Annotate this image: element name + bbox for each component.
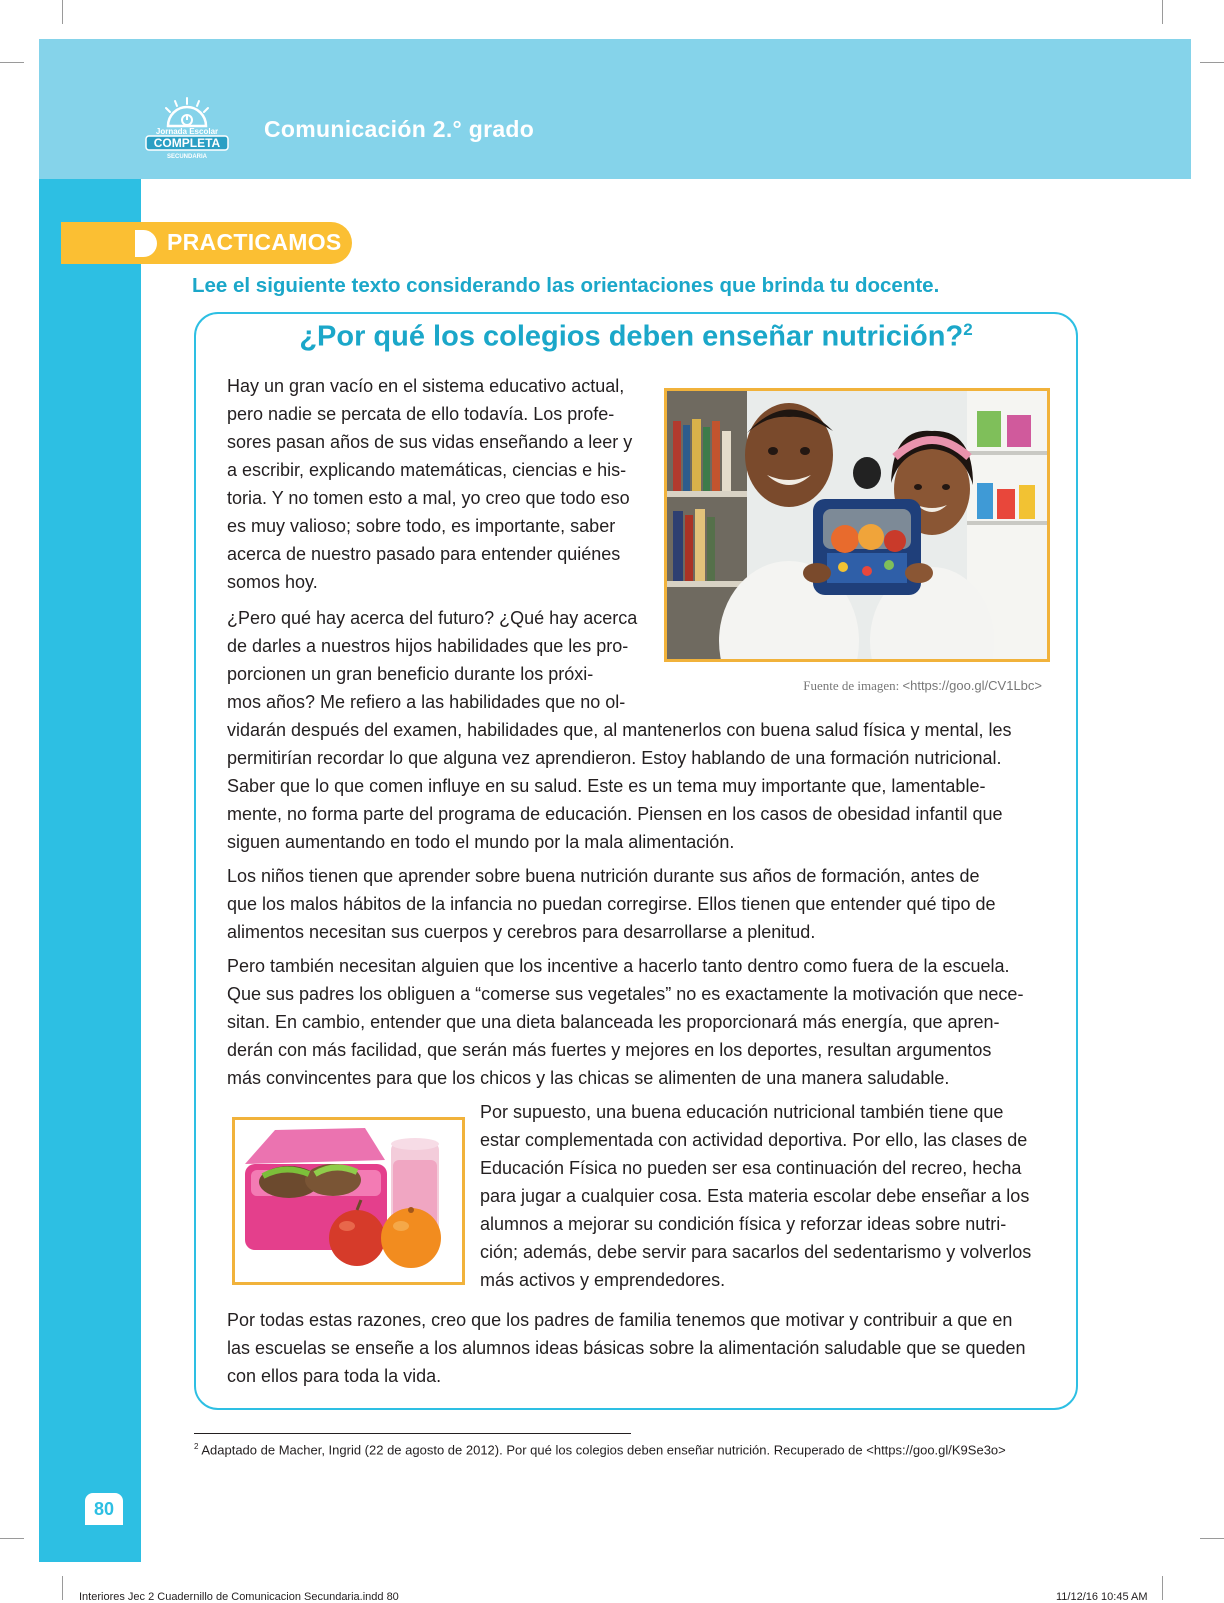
text-line: Educación Física no pueden ser esa continuación del recreo, hecha — [480, 1158, 1022, 1178]
text-line: para jugar a cualquier cosa. Esta materia escolar debe enseñar a los — [480, 1186, 1030, 1206]
text-line: sores pasan años de sus vidas enseñando a leer y — [227, 432, 633, 452]
logo-line-2: COMPLETA — [153, 136, 221, 150]
text-line: las escuelas se enseñe a los alumnos ideas básicas sobre la alimentación saludable que se queden — [227, 1338, 1026, 1358]
section-tag — [61, 222, 352, 264]
text-line: Saber que lo que comen influye en su salud. Este es un tema muy importante que, lamentable- — [227, 776, 986, 796]
section-label: PRACTICAMOS — [167, 229, 342, 255]
text-line: que los malos hábitos de la infancia no puedan corregirse. Ellos tienen que entender qué tipo de — [227, 894, 996, 914]
text-line: Pero también necesitan alguien que los incentive a hacerlo tanto dentro como fuera de la escuela. — [227, 956, 1010, 976]
crop-mark — [62, 0, 63, 24]
logo-line-3: SECUNDARIA — [166, 154, 208, 160]
lunchbox-illustration — [235, 1120, 462, 1282]
crop-mark — [1162, 0, 1163, 24]
tag-notch — [135, 230, 157, 257]
text-line: más activos y emprendedores. — [480, 1270, 726, 1290]
text-line: de darles a nuestros hijos habilidades que les pro- — [227, 636, 629, 656]
text-line: permitirían recordar lo que alguna vez aprendieron. Estoy hablando de una formación nutricional. — [227, 748, 1002, 768]
photo-caption — [664, 678, 1042, 694]
crop-mark — [62, 1576, 63, 1600]
paragraph-1 — [227, 372, 647, 596]
text-line: Que sus padres los obliguen a “comerse sus vegetales” no es exactamente la motivación que nece- — [227, 984, 1024, 1004]
text-line: siguen aumentando en todo el mundo por la mala alimentación. — [227, 832, 735, 852]
text-line: Por supuesto, una buena educación nutricional también tiene que — [480, 1102, 1004, 1122]
text-line: con ellos para toda la vida. — [227, 1366, 442, 1386]
logo-line-1: Jornada Escolar — [155, 127, 219, 136]
title-footnote-marker: 2 — [963, 320, 973, 339]
children-illustration — [667, 391, 1047, 659]
footnote-marker: 2 — [194, 1442, 199, 1451]
article-title — [194, 320, 1078, 354]
text-line: más convincentes para que los chicos y las chicas se alimenten de una manera saludable. — [227, 1068, 950, 1088]
text-line: toria. Y no tomen esto a mal, yo creo que todo eso — [227, 488, 630, 508]
text-line: alimentos necesitan sus cuerpos y cerebros para desarrollarse a plenitud. — [227, 922, 816, 942]
footnote-rule — [194, 1433, 631, 1434]
print-slug-file: Interiores Jec 2 Cuadernillo de Comunicacion Secundaria.indd 80 — [79, 1591, 399, 1603]
print-slug-date: 11/12/16 10:45 AM — [1056, 1591, 1148, 1603]
photo-caption-url: <https://goo.gl/CV1Lbc> — [902, 678, 1042, 693]
footnote — [194, 1442, 1006, 1457]
page-number: 80 — [93, 1499, 115, 1519]
paragraph-6 — [227, 1306, 1057, 1390]
paragraph-4 — [227, 952, 1057, 1092]
footnote-text: Adaptado de Macher, Ingrid (22 de agosto de 2012). Por qué los colegios deben enseñar nutrición. Recuperado de <https://goo.gl/K9Se3o> — [198, 1442, 1006, 1458]
paragraph-3 — [227, 862, 1057, 946]
text-line: somos hoy. — [227, 572, 318, 592]
text-line: acerca de nuestro pasado para entender quiénes — [227, 544, 621, 564]
text-line: Por todas estas razones, creo que los padres de familia tenemos que motivar y contribuir a que en — [227, 1310, 1013, 1330]
text-line: ¿Pero qué hay acerca del futuro? ¿Qué hay acerca — [227, 608, 638, 628]
text-line: ción; además, debe servir para sacarlos del sedentarismo y volverlos — [480, 1242, 1032, 1262]
text-line: pero nadie se percata de ello todavía. Los profe- — [227, 404, 615, 424]
text-line: Hay un gran vacío en el sistema educativo actual, — [227, 376, 625, 396]
jornada-escolar-logo — [142, 96, 232, 160]
crop-mark — [1200, 1538, 1224, 1539]
text-line: es muy valioso; sobre todo, es importante, saber — [227, 516, 616, 536]
paragraph-2-end — [227, 716, 1057, 856]
text-line: estar complementada con actividad deportiva. Por ello, las clases de — [480, 1130, 1028, 1150]
crop-mark — [1162, 1576, 1163, 1600]
text-line: a escribir, explicando matemáticas, ciencias e his- — [227, 460, 627, 480]
children-photo — [664, 388, 1050, 662]
crop-mark — [0, 1538, 24, 1539]
paragraph-5 — [480, 1098, 1058, 1294]
side-band — [39, 179, 141, 1562]
instruction-text: Lee el siguiente texto considerando las orientaciones que brinda tu docente. — [192, 274, 940, 297]
text-line: porcionen un gran beneficio durante los próxi- — [227, 664, 594, 684]
course-title: Comunicación 2.° grado — [264, 116, 535, 142]
text-line: derán con más facilidad, que serán más fuertes y mejores en los deportes, resultan argumentos — [227, 1040, 992, 1060]
crop-mark — [0, 62, 24, 63]
photo-caption-prefix: Fuente de imagen: — [803, 678, 903, 693]
text-line: mos años? Me refiero a las habilidades que no ol- — [227, 692, 626, 712]
text-line: alumnos a mejorar su condición física y reforzar ideas sobre nutri- — [480, 1214, 1007, 1234]
paragraph-2-start — [227, 604, 647, 716]
lunchbox-photo — [232, 1117, 465, 1285]
text-line: Los niños tienen que aprender sobre buena nutrición durante sus años de formación, antes de — [227, 866, 980, 886]
article-title-text: ¿Por qué los colegios deben enseñar nutrición? — [299, 320, 964, 353]
text-line: vidarán después del examen, habilidades que, al mantenerlos con buena salud física y mental, les — [227, 720, 1012, 740]
text-line: mente, no forma parte del programa de educación. Piensen en los casos de obesidad infantil que — [227, 804, 1003, 824]
text-line: sitan. En cambio, entender que una dieta balanceada les proporcionará más energía, que apren- — [227, 1012, 1000, 1032]
crop-mark — [1200, 62, 1224, 63]
